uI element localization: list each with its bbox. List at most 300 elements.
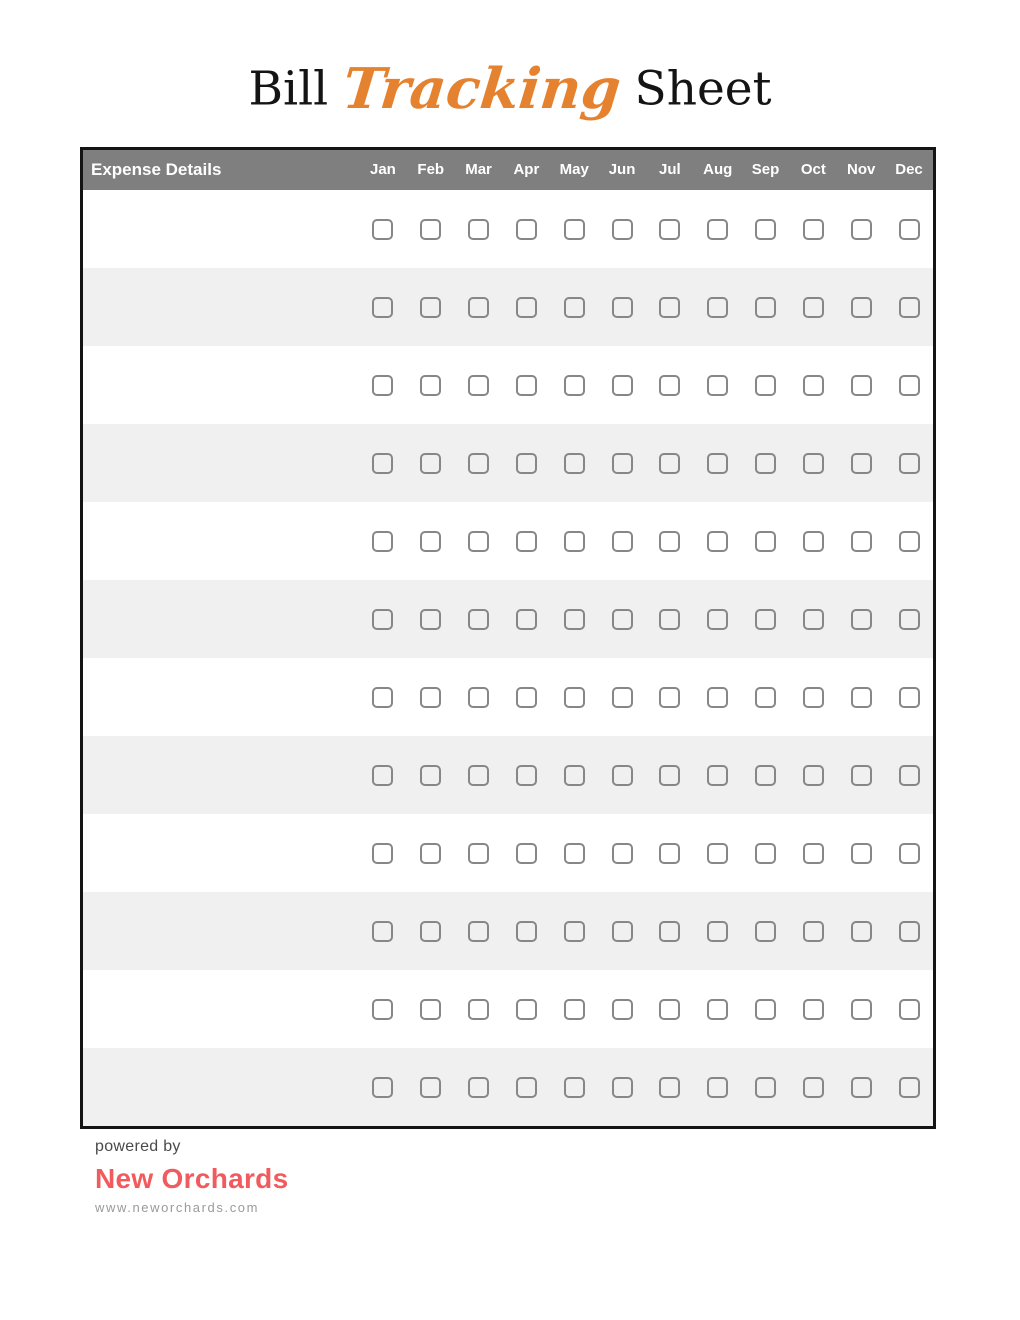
checkbox-cell-sep-row12 — [742, 1077, 790, 1098]
page-title-suffix: Sheet — [634, 61, 772, 117]
checkbox-cell-oct-row11 — [789, 999, 837, 1020]
checkbox-may-row7[interactable] — [564, 687, 585, 708]
page-title-highlight: Tracking — [339, 56, 624, 122]
month-header-label: Nov — [847, 161, 876, 178]
checkbox-sep-row11[interactable] — [755, 999, 776, 1020]
checkbox-jan-row11[interactable] — [372, 999, 393, 1020]
checkbox-cell-jun-row5 — [598, 531, 646, 552]
checkbox-jul-row3[interactable] — [659, 375, 680, 396]
checkbox-mar-row7[interactable] — [468, 687, 489, 708]
checkbox-jun-row12[interactable] — [612, 1077, 633, 1098]
checkbox-cell-apr-row8 — [502, 765, 550, 786]
checkbox-cell-oct-row4 — [789, 453, 837, 474]
checkbox-mar-row6[interactable] — [468, 609, 489, 630]
checkbox-cell-aug-row10 — [694, 921, 742, 942]
checkbox-cell-jan-row5 — [359, 531, 407, 552]
checkbox-cell-may-row9 — [550, 843, 598, 864]
checkbox-cell-may-row11 — [550, 999, 598, 1020]
checkbox-cell-jan-row8 — [359, 765, 407, 786]
checkbox-nov-row5[interactable] — [851, 531, 872, 552]
checkbox-feb-row7[interactable] — [420, 687, 441, 708]
checkbox-cell-oct-row9 — [789, 843, 837, 864]
checkbox-jul-row2[interactable] — [659, 297, 680, 318]
checkbox-may-row11[interactable] — [564, 999, 585, 1020]
month-header-label: Apr — [513, 161, 540, 178]
checkbox-sep-row12[interactable] — [755, 1077, 776, 1098]
checkbox-dec-row6[interactable] — [899, 609, 920, 630]
checkbox-apr-row9[interactable] — [516, 843, 537, 864]
checkbox-jul-row12[interactable] — [659, 1077, 680, 1098]
footer — [95, 1138, 288, 1215]
month-header-label: Oct — [800, 161, 826, 178]
checkbox-nov-row4[interactable] — [851, 453, 872, 474]
checkbox-cell-aug-row11 — [694, 999, 742, 1020]
website-url: www.neworchards.com — [95, 1200, 260, 1215]
checkbox-oct-row7[interactable] — [803, 687, 824, 708]
checkbox-cell-nov-row6 — [837, 609, 885, 630]
checkbox-cell-oct-row3 — [789, 375, 837, 396]
month-header-jun — [598, 161, 646, 179]
checkbox-cell-dec-row1 — [885, 219, 933, 240]
checkbox-feb-row10[interactable] — [420, 921, 441, 942]
checkbox-jun-row8[interactable] — [612, 765, 633, 786]
checkbox-jan-row5[interactable] — [372, 531, 393, 552]
checkbox-cell-dec-row9 — [885, 843, 933, 864]
checkbox-feb-row9[interactable] — [420, 843, 441, 864]
checkbox-cell-jan-row9 — [359, 843, 407, 864]
checkbox-may-row5[interactable] — [564, 531, 585, 552]
month-header-label: May — [559, 161, 589, 178]
month-header-sep — [742, 161, 790, 179]
checkbox-may-row1[interactable] — [564, 219, 585, 240]
checkbox-dec-row10[interactable] — [899, 921, 920, 942]
checkbox-cell-jan-row3 — [359, 375, 407, 396]
checkbox-cell-dec-row12 — [885, 1077, 933, 1098]
checkbox-cell-jun-row12 — [598, 1077, 646, 1098]
checkbox-oct-row10[interactable] — [803, 921, 824, 942]
checkbox-cell-dec-row6 — [885, 609, 933, 630]
checkbox-nov-row8[interactable] — [851, 765, 872, 786]
checkbox-feb-row12[interactable] — [420, 1077, 441, 1098]
month-header-oct — [789, 161, 837, 179]
checkbox-feb-row2[interactable] — [420, 297, 441, 318]
checkbox-oct-row9[interactable] — [803, 843, 824, 864]
table-row — [83, 190, 933, 268]
checkbox-jul-row7[interactable] — [659, 687, 680, 708]
checkbox-dec-row9[interactable] — [899, 843, 920, 864]
checkbox-cell-jul-row12 — [646, 1077, 694, 1098]
checkbox-may-row8[interactable] — [564, 765, 585, 786]
checkbox-cell-oct-row5 — [789, 531, 837, 552]
checkbox-jun-row9[interactable] — [612, 843, 633, 864]
checkbox-jun-row6[interactable] — [612, 609, 633, 630]
checkbox-sep-row2[interactable] — [755, 297, 776, 318]
checkbox-feb-row1[interactable] — [420, 219, 441, 240]
checkbox-jul-row6[interactable] — [659, 609, 680, 630]
checkbox-cell-jan-row4 — [359, 453, 407, 474]
checkbox-jun-row5[interactable] — [612, 531, 633, 552]
checkbox-may-row12[interactable] — [564, 1077, 585, 1098]
checkbox-cell-feb-row2 — [407, 297, 455, 318]
checkbox-sep-row10[interactable] — [755, 921, 776, 942]
month-header-label: Mar — [465, 161, 492, 178]
checkbox-aug-row7[interactable] — [707, 687, 728, 708]
checkbox-jul-row11[interactable] — [659, 999, 680, 1020]
checkbox-jun-row11[interactable] — [612, 999, 633, 1020]
table-row — [83, 970, 933, 1048]
checkbox-sep-row1[interactable] — [755, 219, 776, 240]
checkbox-cell-jun-row8 — [598, 765, 646, 786]
checkbox-may-row3[interactable] — [564, 375, 585, 396]
checkbox-cell-feb-row4 — [407, 453, 455, 474]
table-row — [83, 502, 933, 580]
checkbox-sep-row4[interactable] — [755, 453, 776, 474]
checkbox-mar-row9[interactable] — [468, 843, 489, 864]
checkbox-jul-row9[interactable] — [659, 843, 680, 864]
checkbox-oct-row6[interactable] — [803, 609, 824, 630]
checkbox-cell-jun-row2 — [598, 297, 646, 318]
checkbox-jan-row8[interactable] — [372, 765, 393, 786]
checkbox-cell-dec-row8 — [885, 765, 933, 786]
checkbox-oct-row8[interactable] — [803, 765, 824, 786]
checkbox-may-row9[interactable] — [564, 843, 585, 864]
checkbox-cell-apr-row5 — [502, 531, 550, 552]
checkbox-cell-may-row2 — [550, 297, 598, 318]
checkbox-aug-row2[interactable] — [707, 297, 728, 318]
checkbox-nov-row6[interactable] — [851, 609, 872, 630]
checkbox-cell-may-row12 — [550, 1077, 598, 1098]
checkbox-jul-row10[interactable] — [659, 921, 680, 942]
month-header-label: Jul — [659, 161, 681, 178]
checkbox-cell-mar-row8 — [455, 765, 503, 786]
checkbox-oct-row2[interactable] — [803, 297, 824, 318]
checkbox-nov-row12[interactable] — [851, 1077, 872, 1098]
checkbox-cell-sep-row2 — [742, 297, 790, 318]
checkbox-cell-nov-row12 — [837, 1077, 885, 1098]
checkbox-cell-feb-row6 — [407, 609, 455, 630]
checkbox-nov-row9[interactable] — [851, 843, 872, 864]
checkbox-cell-feb-row3 — [407, 375, 455, 396]
checkbox-apr-row10[interactable] — [516, 921, 537, 942]
checkbox-aug-row4[interactable] — [707, 453, 728, 474]
checkbox-apr-row3[interactable] — [516, 375, 537, 396]
checkbox-cell-apr-row1 — [502, 219, 550, 240]
checkbox-cell-feb-row11 — [407, 999, 455, 1020]
checkbox-cell-aug-row2 — [694, 297, 742, 318]
checkbox-cell-mar-row7 — [455, 687, 503, 708]
checkbox-may-row4[interactable] — [564, 453, 585, 474]
checkbox-aug-row5[interactable] — [707, 531, 728, 552]
checkbox-cell-mar-row4 — [455, 453, 503, 474]
checkbox-jun-row2[interactable] — [612, 297, 633, 318]
checkbox-aug-row6[interactable] — [707, 609, 728, 630]
checkbox-cell-feb-row9 — [407, 843, 455, 864]
checkbox-oct-row4[interactable] — [803, 453, 824, 474]
checkbox-jan-row4[interactable] — [372, 453, 393, 474]
checkbox-cell-aug-row9 — [694, 843, 742, 864]
checkbox-cell-apr-row2 — [502, 297, 550, 318]
checkbox-cell-may-row5 — [550, 531, 598, 552]
checkbox-jun-row3[interactable] — [612, 375, 633, 396]
month-header-label: Sep — [751, 161, 780, 178]
checkbox-feb-row6[interactable] — [420, 609, 441, 630]
checkbox-cell-aug-row12 — [694, 1077, 742, 1098]
checkbox-cell-jul-row9 — [646, 843, 694, 864]
checkbox-dec-row11[interactable] — [899, 999, 920, 1020]
checkbox-jan-row10[interactable] — [372, 921, 393, 942]
checkbox-mar-row5[interactable] — [468, 531, 489, 552]
checkbox-mar-row1[interactable] — [468, 219, 489, 240]
checkbox-sep-row7[interactable] — [755, 687, 776, 708]
checkbox-nov-row11[interactable] — [851, 999, 872, 1020]
checkbox-cell-aug-row5 — [694, 531, 742, 552]
checkbox-cell-mar-row11 — [455, 999, 503, 1020]
checkbox-cell-jul-row4 — [646, 453, 694, 474]
checkbox-apr-row6[interactable] — [516, 609, 537, 630]
checkbox-jul-row1[interactable] — [659, 219, 680, 240]
month-header-nov — [837, 161, 885, 179]
checkbox-cell-sep-row1 — [742, 219, 790, 240]
checkbox-apr-row12[interactable] — [516, 1077, 537, 1098]
checkbox-jan-row6[interactable] — [372, 609, 393, 630]
checkbox-cell-sep-row4 — [742, 453, 790, 474]
month-header-label: Jun — [608, 161, 636, 178]
checkbox-cell-may-row6 — [550, 609, 598, 630]
checkbox-aug-row8[interactable] — [707, 765, 728, 786]
checkbox-jul-row5[interactable] — [659, 531, 680, 552]
checkbox-cell-nov-row7 — [837, 687, 885, 708]
checkbox-aug-row10[interactable] — [707, 921, 728, 942]
checkbox-nov-row2[interactable] — [851, 297, 872, 318]
checkbox-mar-row12[interactable] — [468, 1077, 489, 1098]
checkbox-mar-row3[interactable] — [468, 375, 489, 396]
checkbox-cell-mar-row3 — [455, 375, 503, 396]
checkbox-cell-apr-row6 — [502, 609, 550, 630]
checkbox-cell-apr-row3 — [502, 375, 550, 396]
checkbox-mar-row8[interactable] — [468, 765, 489, 786]
checkbox-cell-aug-row4 — [694, 453, 742, 474]
checkbox-mar-row2[interactable] — [468, 297, 489, 318]
checkbox-aug-row11[interactable] — [707, 999, 728, 1020]
checkbox-oct-row11[interactable] — [803, 999, 824, 1020]
checkbox-cell-may-row1 — [550, 219, 598, 240]
checkbox-aug-row1[interactable] — [707, 219, 728, 240]
checkbox-nov-row7[interactable] — [851, 687, 872, 708]
checkbox-dec-row5[interactable] — [899, 531, 920, 552]
checkbox-cell-apr-row12 — [502, 1077, 550, 1098]
checkbox-cell-mar-row6 — [455, 609, 503, 630]
bill-tracking-table — [80, 147, 936, 1129]
month-header-label: Jan — [369, 161, 396, 178]
checkbox-aug-row12[interactable] — [707, 1077, 728, 1098]
checkbox-jun-row4[interactable] — [612, 453, 633, 474]
checkbox-cell-nov-row3 — [837, 375, 885, 396]
checkbox-cell-jun-row11 — [598, 999, 646, 1020]
checkbox-cell-aug-row1 — [694, 219, 742, 240]
checkbox-cell-feb-row1 — [407, 219, 455, 240]
checkbox-cell-feb-row8 — [407, 765, 455, 786]
checkbox-apr-row1[interactable] — [516, 219, 537, 240]
checkbox-apr-row5[interactable] — [516, 531, 537, 552]
checkbox-sep-row9[interactable] — [755, 843, 776, 864]
checkbox-apr-row11[interactable] — [516, 999, 537, 1020]
checkbox-dec-row4[interactable] — [899, 453, 920, 474]
checkbox-cell-jul-row11 — [646, 999, 694, 1020]
brand-logo-text: New Orchards — [95, 1163, 289, 1194]
checkbox-sep-row8[interactable] — [755, 765, 776, 786]
checkbox-cell-apr-row7 — [502, 687, 550, 708]
checkbox-jul-row4[interactable] — [659, 453, 680, 474]
checkbox-cell-aug-row3 — [694, 375, 742, 396]
checkbox-dec-row7[interactable] — [899, 687, 920, 708]
checkbox-cell-jan-row10 — [359, 921, 407, 942]
checkbox-cell-jul-row3 — [646, 375, 694, 396]
checkbox-cell-oct-row2 — [789, 297, 837, 318]
powered-by-text: powered by — [95, 1138, 181, 1155]
month-header-label: Dec — [895, 161, 923, 178]
checkbox-dec-row2[interactable] — [899, 297, 920, 318]
checkbox-cell-sep-row6 — [742, 609, 790, 630]
checkbox-cell-dec-row4 — [885, 453, 933, 474]
checkbox-jun-row7[interactable] — [612, 687, 633, 708]
checkbox-cell-jan-row11 — [359, 999, 407, 1020]
checkbox-cell-mar-row12 — [455, 1077, 503, 1098]
checkbox-cell-sep-row11 — [742, 999, 790, 1020]
checkbox-cell-sep-row8 — [742, 765, 790, 786]
month-header-apr — [502, 161, 550, 179]
checkbox-cell-may-row4 — [550, 453, 598, 474]
checkbox-cell-jan-row6 — [359, 609, 407, 630]
checkbox-cell-mar-row1 — [455, 219, 503, 240]
checkbox-jul-row8[interactable] — [659, 765, 680, 786]
table-header-row — [83, 150, 933, 190]
month-header-label: Aug — [703, 161, 733, 178]
checkbox-sep-row5[interactable] — [755, 531, 776, 552]
checkbox-cell-may-row7 — [550, 687, 598, 708]
checkbox-cell-jul-row5 — [646, 531, 694, 552]
checkbox-dec-row3[interactable] — [899, 375, 920, 396]
table-row — [83, 658, 933, 736]
checkbox-nov-row3[interactable] — [851, 375, 872, 396]
checkbox-cell-jul-row2 — [646, 297, 694, 318]
checkbox-cell-oct-row12 — [789, 1077, 837, 1098]
checkbox-cell-mar-row9 — [455, 843, 503, 864]
checkbox-dec-row1[interactable] — [899, 219, 920, 240]
checkbox-mar-row11[interactable] — [468, 999, 489, 1020]
checkbox-apr-row8[interactable] — [516, 765, 537, 786]
checkbox-jan-row1[interactable] — [372, 219, 393, 240]
checkbox-cell-apr-row10 — [502, 921, 550, 942]
checkbox-cell-jun-row7 — [598, 687, 646, 708]
checkbox-cell-may-row3 — [550, 375, 598, 396]
checkbox-feb-row5[interactable] — [420, 531, 441, 552]
checkbox-cell-nov-row5 — [837, 531, 885, 552]
table-row — [83, 424, 933, 502]
checkbox-apr-row7[interactable] — [516, 687, 537, 708]
checkbox-cell-feb-row12 — [407, 1077, 455, 1098]
checkbox-oct-row5[interactable] — [803, 531, 824, 552]
month-header-may — [550, 161, 598, 179]
checkbox-cell-may-row10 — [550, 921, 598, 942]
checkbox-may-row10[interactable] — [564, 921, 585, 942]
checkbox-jan-row3[interactable] — [372, 375, 393, 396]
checkbox-cell-sep-row5 — [742, 531, 790, 552]
table-row — [83, 580, 933, 658]
checkbox-cell-jul-row1 — [646, 219, 694, 240]
checkbox-sep-row3[interactable] — [755, 375, 776, 396]
checkbox-cell-jun-row4 — [598, 453, 646, 474]
checkbox-jan-row7[interactable] — [372, 687, 393, 708]
month-header-feb — [407, 161, 455, 179]
checkbox-mar-row10[interactable] — [468, 921, 489, 942]
checkbox-jun-row1[interactable] — [612, 219, 633, 240]
checkbox-aug-row9[interactable] — [707, 843, 728, 864]
checkbox-cell-feb-row10 — [407, 921, 455, 942]
checkbox-cell-nov-row11 — [837, 999, 885, 1020]
month-header-jul — [646, 161, 694, 179]
checkbox-cell-mar-row2 — [455, 297, 503, 318]
checkbox-cell-oct-row1 — [789, 219, 837, 240]
checkbox-apr-row4[interactable] — [516, 453, 537, 474]
checkbox-cell-nov-row2 — [837, 297, 885, 318]
checkbox-oct-row1[interactable] — [803, 219, 824, 240]
month-header-aug — [694, 161, 742, 179]
checkbox-dec-row12[interactable] — [899, 1077, 920, 1098]
checkbox-cell-oct-row7 — [789, 687, 837, 708]
checkbox-cell-dec-row3 — [885, 375, 933, 396]
checkbox-feb-row11[interactable] — [420, 999, 441, 1020]
checkbox-feb-row4[interactable] — [420, 453, 441, 474]
checkbox-mar-row4[interactable] — [468, 453, 489, 474]
checkbox-cell-sep-row10 — [742, 921, 790, 942]
checkbox-jun-row10[interactable] — [612, 921, 633, 942]
checkbox-feb-row3[interactable] — [420, 375, 441, 396]
checkbox-cell-aug-row6 — [694, 609, 742, 630]
expense-details-header-cell — [83, 160, 359, 180]
month-header-jan — [359, 161, 407, 179]
checkbox-apr-row2[interactable] — [516, 297, 537, 318]
checkbox-cell-dec-row2 — [885, 297, 933, 318]
checkbox-aug-row3[interactable] — [707, 375, 728, 396]
checkbox-cell-sep-row9 — [742, 843, 790, 864]
checkbox-nov-row10[interactable] — [851, 921, 872, 942]
checkbox-feb-row8[interactable] — [420, 765, 441, 786]
checkbox-cell-apr-row9 — [502, 843, 550, 864]
checkbox-cell-jun-row9 — [598, 843, 646, 864]
checkbox-jan-row12[interactable] — [372, 1077, 393, 1098]
checkbox-may-row6[interactable] — [564, 609, 585, 630]
checkbox-cell-oct-row10 — [789, 921, 837, 942]
page-title — [0, 56, 1020, 146]
checkbox-nov-row1[interactable] — [851, 219, 872, 240]
table-row — [83, 892, 933, 970]
month-header-mar — [455, 161, 503, 179]
checkbox-oct-row3[interactable] — [803, 375, 824, 396]
checkbox-cell-dec-row10 — [885, 921, 933, 942]
checkbox-cell-feb-row5 — [407, 531, 455, 552]
checkbox-oct-row12[interactable] — [803, 1077, 824, 1098]
checkbox-cell-jul-row8 — [646, 765, 694, 786]
checkbox-cell-may-row8 — [550, 765, 598, 786]
checkbox-sep-row6[interactable] — [755, 609, 776, 630]
checkbox-may-row2[interactable] — [564, 297, 585, 318]
table-row — [83, 1048, 933, 1126]
checkbox-jan-row2[interactable] — [372, 297, 393, 318]
checkbox-jan-row9[interactable] — [372, 843, 393, 864]
checkbox-cell-jan-row2 — [359, 297, 407, 318]
checkbox-cell-mar-row5 — [455, 531, 503, 552]
checkbox-dec-row8[interactable] — [899, 765, 920, 786]
